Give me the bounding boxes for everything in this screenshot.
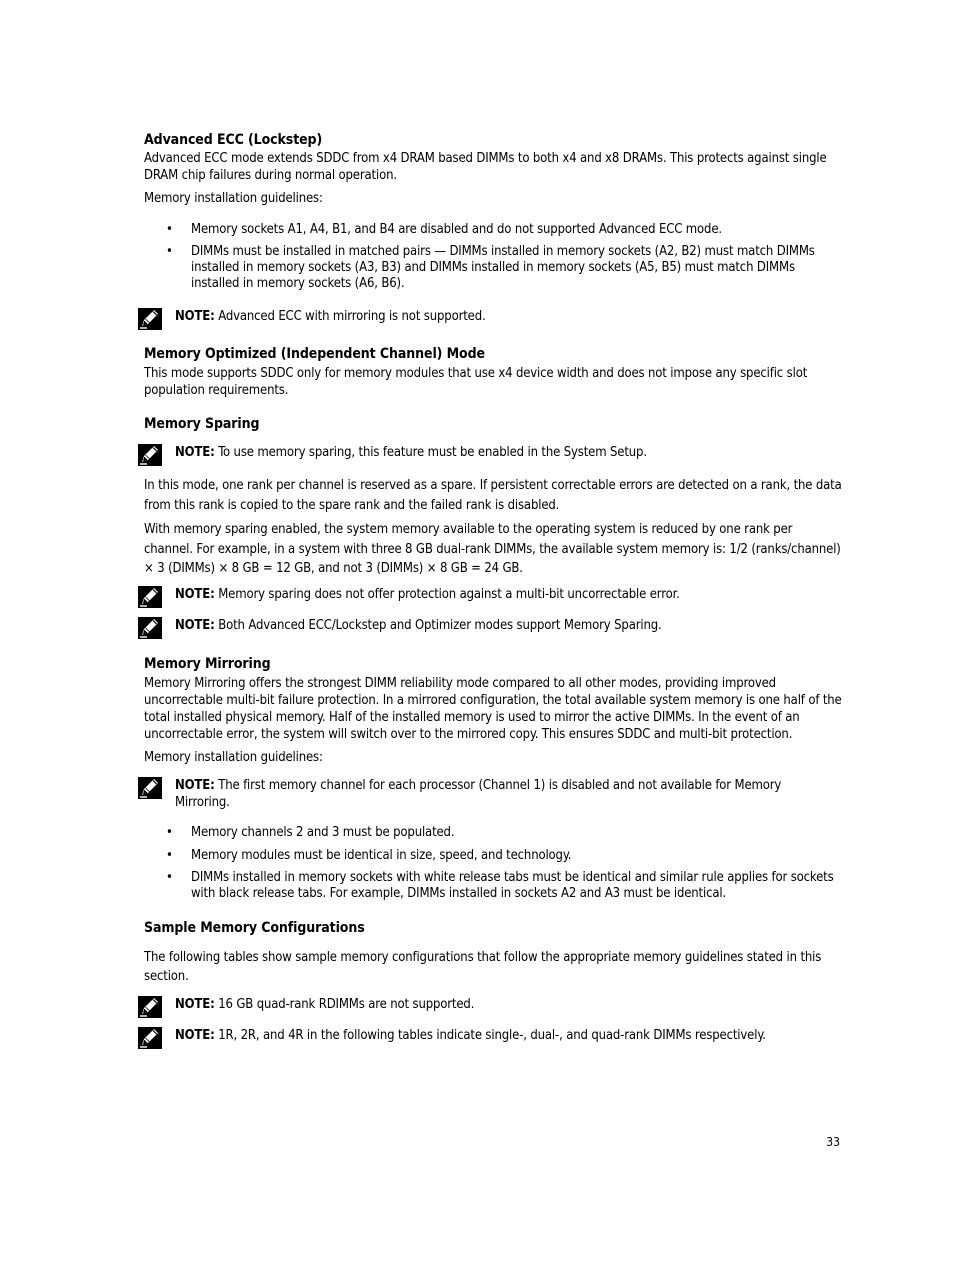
bullet-glyph: • (166, 825, 173, 840)
list-item: • Memory sockets A1, A4, B1, and B4 are disabled and do not supported Advanced ECC mode. (166, 222, 722, 237)
pencil-note-icon (138, 777, 162, 799)
memory-mirroring-paragraph: Memory Mirroring offers the strongest DIMM reliability mode compared to all other modes, providing improved uncorrectable multi-bit failure protection. In a mirrored configuration, the total available system memory is one half of the total installed physical memory. Half of the installed memory is used to mirror the active DIMMs. In the event of an uncorrectable error, the system will switch over to the mirrored copy. This ensures SDDC and multi-bit protection. (144, 676, 842, 742)
note-sample-quad-rank: NOTE: 16 GB quad-rank RDIMMs are not supported. (138, 996, 838, 1013)
list-item: • DIMMs installed in memory sockets with white release tabs must be identical and similar rule applies for sockets with black release tabs. For example, DIMMs installed in sockets A2 and A3 must be identical. (166, 870, 834, 901)
list-item: • DIMMs must be installed in matched pairs — DIMMs installed in memory sockets (A2, B2) must match DIMMs installed in memory sockets (A3, B3) and DIMMs installed in memory sockets (A5, B5) must match DIMMs installed in memory sockets (A6, B6). (166, 244, 815, 291)
pencil-note-icon (138, 444, 162, 466)
advanced-ecc-guidelines: Memory installation guidelines: (144, 191, 323, 206)
note-sample-rank-abbreviations: NOTE: 1R, 2R, and 4R in the following tables indicate single-, dual-, and quad-rank DIMMs respectively. (138, 1027, 838, 1044)
list-item: • Memory channels 2 and 3 must be populated. (166, 825, 455, 840)
pencil-note-icon (138, 586, 162, 608)
page-number: 33 (826, 1135, 840, 1149)
pencil-note-icon (138, 996, 162, 1018)
note-advanced-ecc-mirroring: NOTE: Advanced ECC with mirroring is not supported. (138, 308, 838, 325)
bullet-glyph: • (166, 848, 173, 863)
sample-configurations-paragraph: The following tables show sample memory configurations that follow the appropriate memory guidelines stated in this section. (144, 950, 822, 984)
note-memory-sparing-multibit: NOTE: Memory sparing does not offer protection against a multi-bit uncorrectable error. (138, 586, 838, 603)
heading-memory-mirroring: Memory Mirroring (144, 656, 271, 672)
memory-sparing-paragraph-1: In this mode, one rank per channel is reserved as a spare. If persistent correctable errors are detected on a rank, the data from this rank is copied to the spare rank and the failed rank is disabled. (144, 478, 842, 513)
pencil-note-icon (138, 617, 162, 639)
advanced-ecc-paragraph: Advanced ECC mode extends SDDC from x4 DRAM based DIMMs to both x4 and x8 DRAMs. This protects against single DRAM chip failures during normal operation. (144, 151, 827, 183)
heading-advanced-ecc: Advanced ECC (Lockstep) (144, 132, 323, 148)
pencil-note-icon (138, 1027, 162, 1049)
heading-sample-configurations: Sample Memory Configurations (144, 920, 365, 936)
bullet-glyph: • (166, 244, 173, 259)
heading-memory-optimized: Memory Optimized (Independent Channel) Mode (144, 346, 485, 362)
note-memory-sparing-modes: NOTE: Both Advanced ECC/Lockstep and Optimizer modes support Memory Sparing. (138, 617, 838, 634)
bullet-glyph: • (166, 222, 173, 237)
memory-sparing-paragraph-2: With memory sparing enabled, the system memory available to the operating system is reduced by one rank per channel. For example, in a system with three 8 GB dual-rank DIMMs, the available system memory is: 1/2 (ranks/channel) × 3 (DIMMs) × 8 GB = 12 GB, and not 3 (DIMMs) × 8 GB = 24 GB. (144, 522, 841, 576)
heading-memory-sparing: Memory Sparing (144, 416, 260, 432)
bullet-glyph: • (166, 870, 173, 885)
memory-mirroring-guidelines: Memory installation guidelines: (144, 750, 323, 765)
memory-optimized-paragraph: This mode supports SDDC only for memory modules that use x4 device width and does not impose any specific slot population requirements. (144, 366, 808, 398)
list-item: • Memory modules must be identical in size, speed, and technology. (166, 848, 572, 863)
pencil-note-icon (138, 308, 162, 330)
note-memory-mirroring-channel: NOTE: The first memory channel for each processor (Channel 1) is disabled and not available for Memory Mirroring. (138, 777, 838, 811)
note-memory-sparing-setup: NOTE: To use memory sparing, this feature must be enabled in the System Setup. (138, 444, 838, 461)
